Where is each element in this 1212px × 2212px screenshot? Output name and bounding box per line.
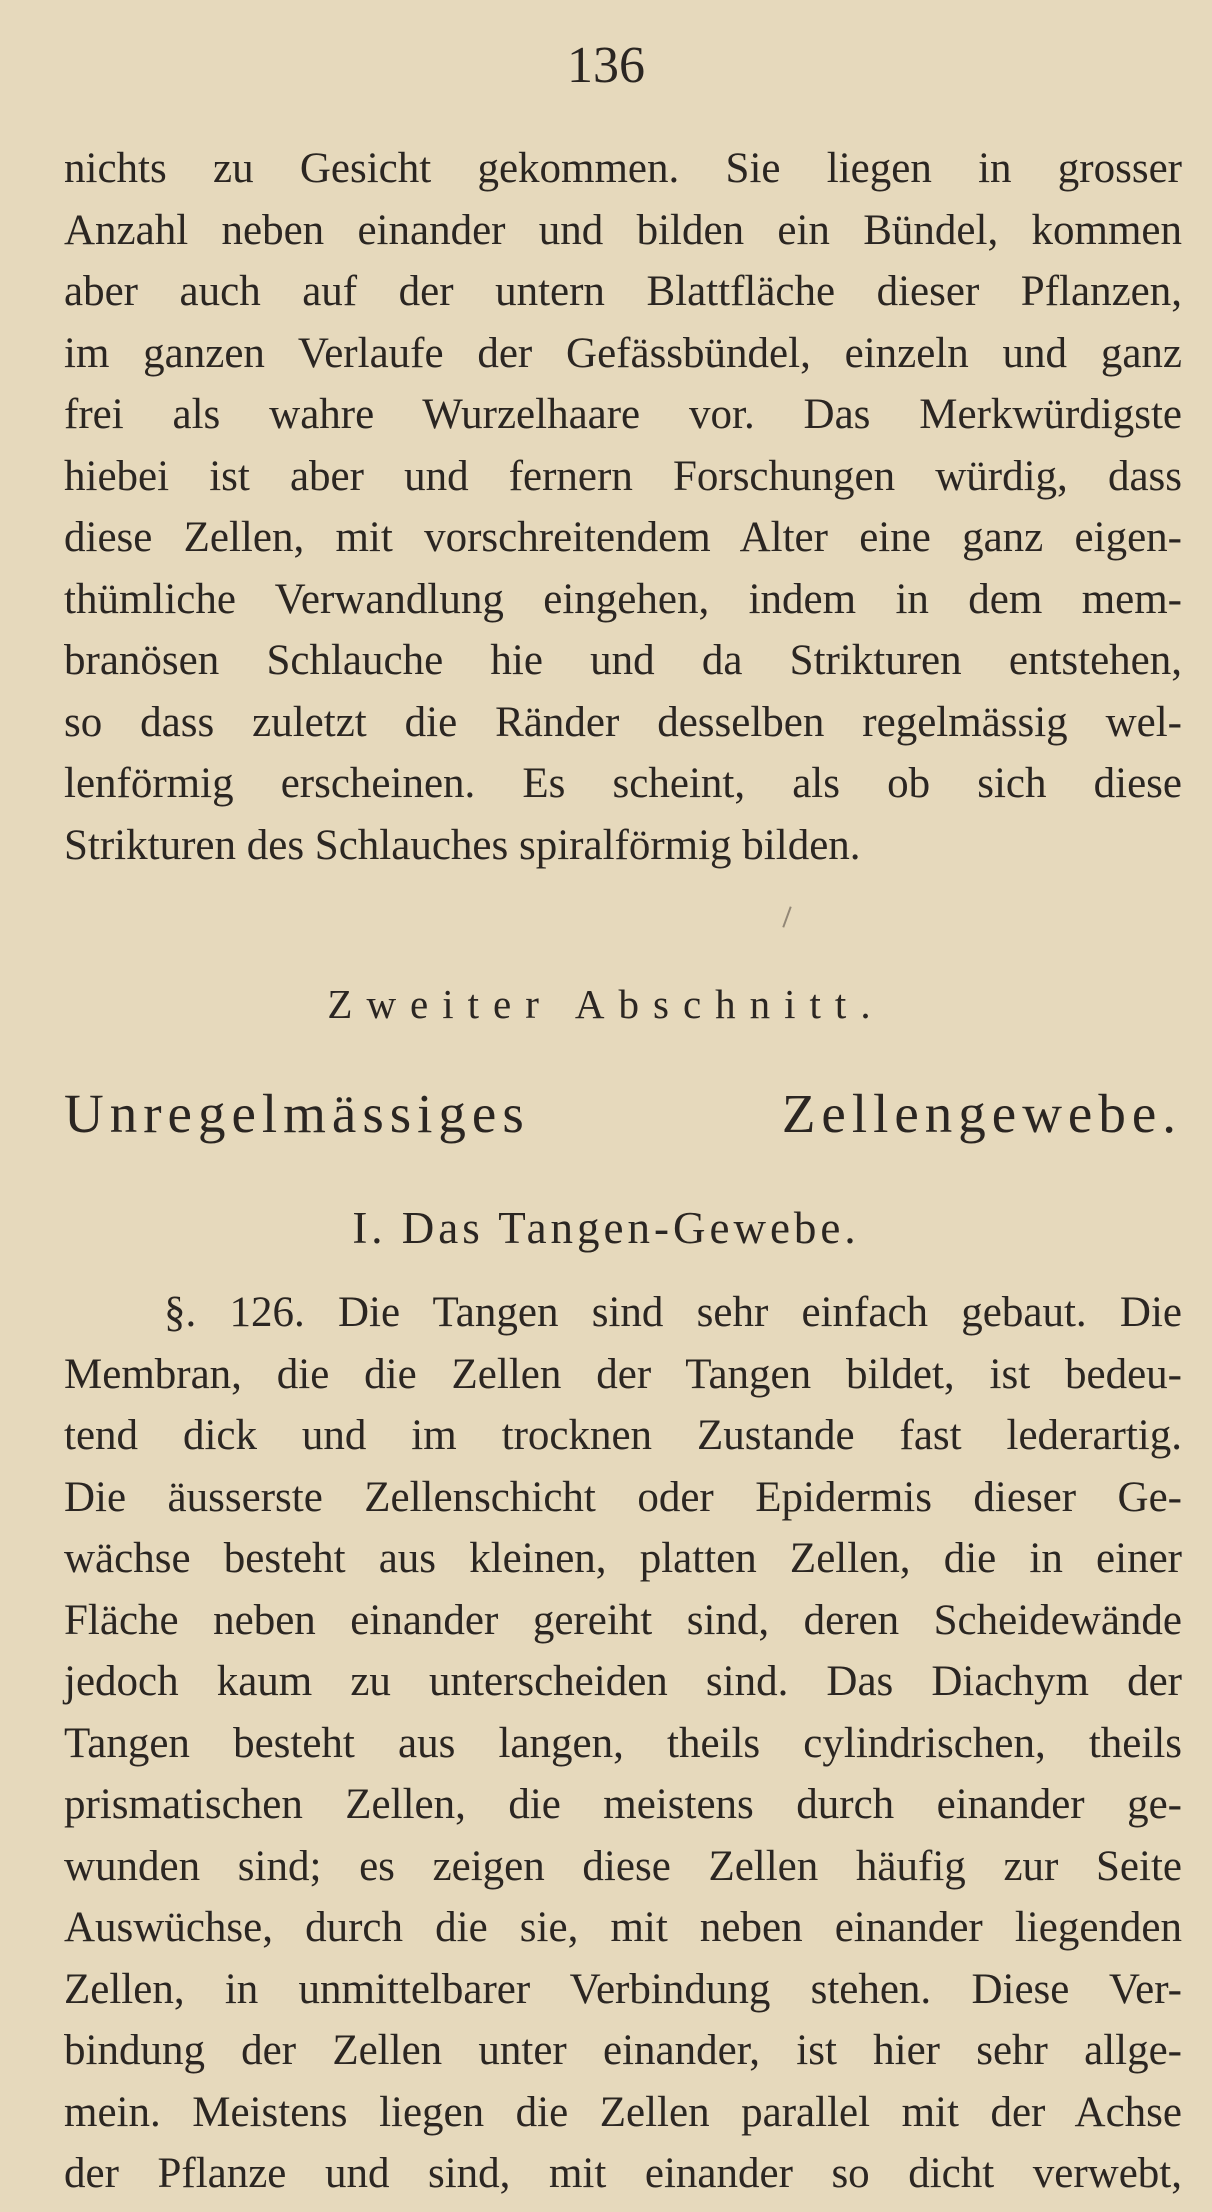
text-line: Zellen, in unmittelbarer Verbindung stehen. Diese Ver- [64,1965,1182,2013]
text-line: wunden sind; es zeigen diese Zellen häufig zur Seite [64,1842,1182,1890]
text-line: frei als wahre Wurzelhaare vor. Das Merkwürdigste [64,391,1182,438]
text-line: branösen Schlauche hie und da Strikturen entstehen, [64,637,1182,684]
text-line: jedoch kaum zu unterscheiden sind. Das Diachym der [64,1658,1182,1705]
top-paragraph [64,138,1182,876]
text-line: Fläche neben einander gereiht sind, deren Scheidewände [64,1596,1182,1644]
text-line: hiebei ist aber und fernern Forschungen würdig, dass [64,452,1182,500]
text-line: Die äusserste Zellenschicht oder Epidermis dieser Ge- [64,1473,1182,1521]
text-line: Tangen besteht aus langen, theils cylindrischen, theils [64,1719,1182,1767]
text-line: der Pflanze und sind, mit einander so dicht verwebt, [64,2150,1182,2197]
text-line: im ganzen Verlaufe der Gefässbündel, einzeln und ganz [64,329,1182,377]
pencil-mark [782,906,791,927]
text-line: so dass zuletzt die Ränder desselben regelmässig wel- [64,698,1182,746]
text-line: diese Zellen, mit vorschreitendem Alter eine ganz eigen- [64,514,1182,561]
text-line: aber auch auf der untern Blattfläche dieser Pflanzen, [64,268,1182,315]
text-line: §. 126. Die Tangen sind sehr einfach gebaut. Die [164,1289,1182,1336]
text-line: thümliche Verwandlung eingehen, indem in dem mem- [64,575,1182,623]
text-line: Anzahl neben einander und bilden ein Bündel, kommen [64,206,1182,254]
text-line: lenförmig erscheinen. Es scheint, als ob sich diese [64,760,1182,807]
text-line: Strikturen des Schlauches spiralförmig bilden. [64,821,861,869]
text-line: Auswüchse, durch die sie, mit neben einander liegenden [64,1904,1182,1951]
section-title: Unregelmässiges Zellengewebe. [64,1083,1182,1144]
bottom-paragraph [64,1282,1182,2205]
section-subtitle: I. Das Tangen-Gewebe. [352,1203,860,1253]
text-line: Membran, die die Zellen der Tangen bildet, ist bedeu- [64,1350,1182,1398]
text-line: tend dick und im trocknen Zustande fast lederartig. [64,1412,1182,1459]
page-number: 136 [567,37,645,94]
text-line: mein. Meistens liegen die Zellen parallel mit der Achse [64,2088,1182,2136]
text-line: nichts zu Gesicht gekommen. Sie liegen in grosser [64,145,1182,192]
text-line: wächse besteht aus kleinen, platten Zellen, die in einer [64,1535,1182,1582]
text-line: prismatischen Zellen, die meistens durch einander ge- [64,1781,1182,1828]
section-label: Zweiter Abschnitt. [327,981,885,1027]
text-line: bindung der Zellen unter einander, ist hier sehr allge- [64,2027,1182,2074]
